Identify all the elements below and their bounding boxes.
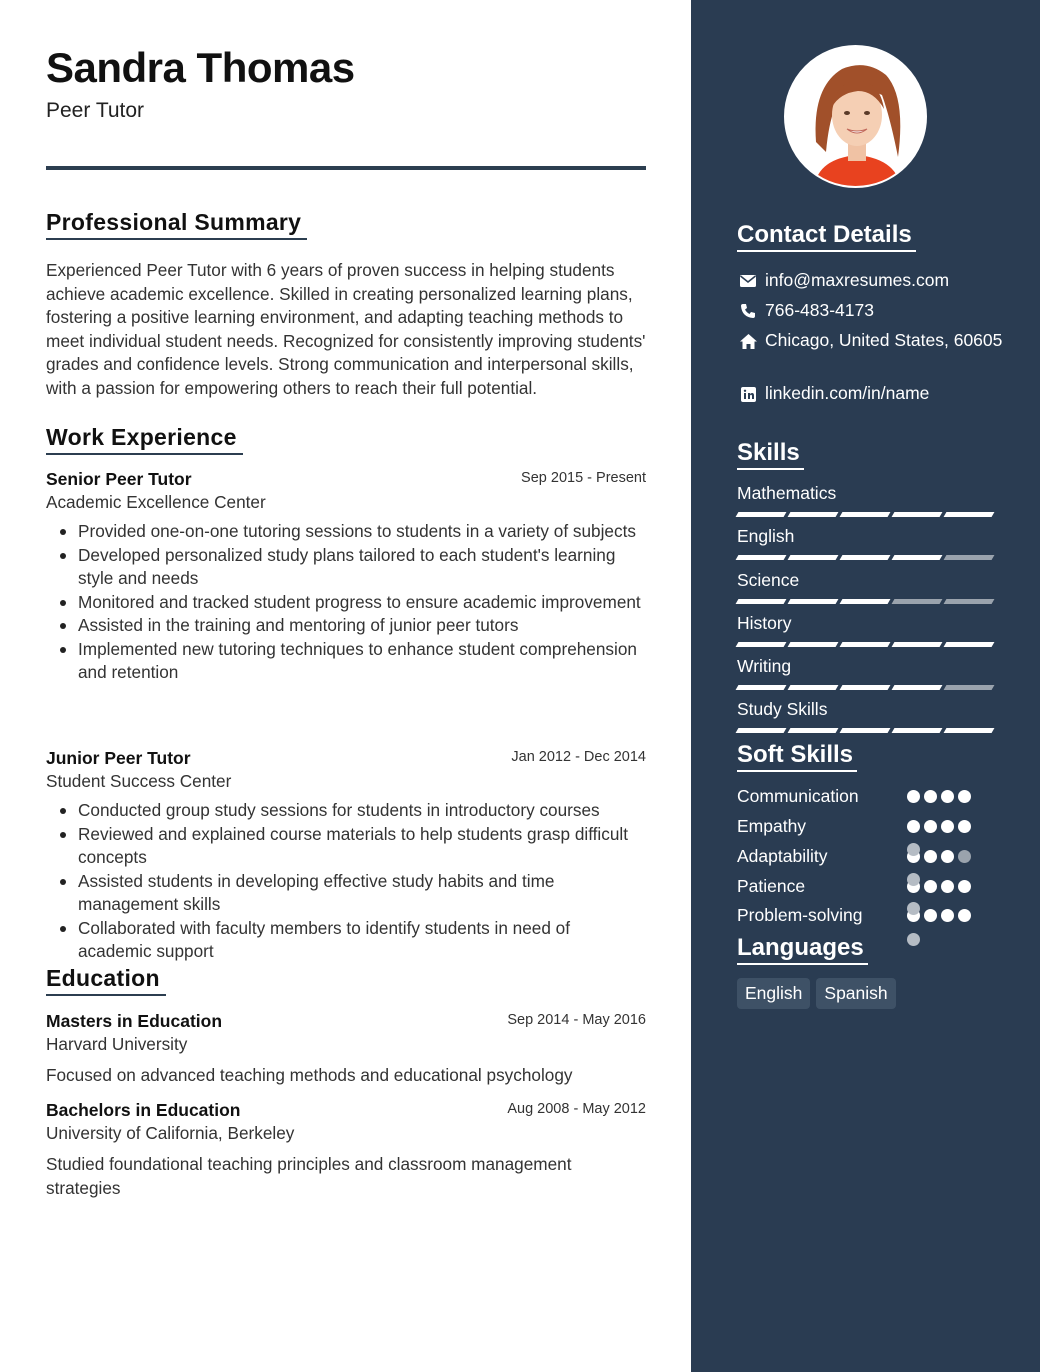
rating-dot <box>941 820 954 833</box>
skill-meter-segment <box>892 685 943 690</box>
skill-meter-segment <box>736 512 787 517</box>
skill-meter <box>737 685 997 690</box>
education-heading: Education <box>46 966 166 996</box>
skill-meter-segment <box>736 555 787 560</box>
rating-dot <box>941 909 954 922</box>
skill-meter <box>737 599 997 604</box>
skill-meter <box>737 728 997 733</box>
rating-dot <box>941 850 954 863</box>
skill-meter-segment <box>788 599 839 604</box>
summary-text: Experienced Peer Tutor with 6 years of proven success in helping students achieve academic excellence. Skilled in creating personalized learning plans, fostering a positive learning environment, and adapting teaching methods to meet individual student needs. Recognized for consistently improving students' grades and confidence levels. Strong communication and interpersonal skills, with a passion for empowering others to reach their full potential. <box>46 260 646 398</box>
education-date: Aug 2008 - May 2012 <box>507 1101 646 1117</box>
rating-dot-artifact <box>907 843 920 856</box>
list-item: Collaborated with faculty members to identify students in need of academic support <box>46 917 646 964</box>
languages-heading: Languages <box>737 935 868 965</box>
skill-meter-segment <box>788 642 839 647</box>
rating-dot <box>941 880 954 893</box>
phone-icon <box>737 300 759 322</box>
job-title: Junior Peer Tutor <box>46 748 191 768</box>
list-item: Implemented new tutoring techniques to enhance student comprehension and retention <box>46 638 646 685</box>
candidate-name: Sandra Thomas <box>46 44 355 91</box>
skill-meter-segment <box>944 512 995 517</box>
rating-dot <box>958 790 971 803</box>
education-date: Sep 2014 - May 2016 <box>507 1012 646 1028</box>
soft-skill-communication <box>737 784 987 808</box>
skill-mathematics <box>737 482 997 517</box>
soft-skill-empathy <box>737 814 987 838</box>
envelope-icon <box>737 270 759 292</box>
skill-history <box>737 612 997 647</box>
skill-meter <box>737 555 997 560</box>
list-item: Reviewed and explained course materials to help students grasp difficult concepts <box>46 823 646 870</box>
job-date: Jan 2012 - Dec 2014 <box>511 749 646 765</box>
language-tag-spanish: Spanish <box>816 978 895 1009</box>
profile-portrait <box>786 47 927 188</box>
skill-meter-segment <box>892 512 943 517</box>
education-description: Studied foundational teaching principles and classroom management strategies <box>46 1154 572 1198</box>
skill-meter-segment <box>944 642 995 647</box>
skill-meter-segment <box>892 728 943 733</box>
soft-skill-name: Communication <box>737 786 859 806</box>
linkedin-icon <box>737 383 759 405</box>
skill-meter-segment <box>788 512 839 517</box>
contact-linkedin[interactable] <box>737 382 1017 405</box>
contact-address <box>737 329 1017 352</box>
list-item: Developed personalized study plans tailored to each student's learning style and needs <box>46 544 646 591</box>
job-organization: Academic Excellence Center <box>46 492 266 512</box>
rating-dot <box>924 880 937 893</box>
education-description: Focused on advanced teaching methods and educational psychology <box>46 1065 573 1085</box>
job-entry <box>46 467 646 685</box>
linkedin-text: linkedin.com/in/name <box>765 383 930 403</box>
skill-meter-segment <box>736 728 787 733</box>
skill-meter <box>737 512 997 517</box>
skill-meter-segment <box>840 599 891 604</box>
list-item: Assisted in the training and mentoring of junior peer tutors <box>46 614 646 638</box>
list-item: Provided one-on-one tutoring sessions to students in a variety of subjects <box>46 520 646 544</box>
skill-name: Mathematics <box>737 483 837 503</box>
skill-name: English <box>737 526 795 546</box>
contact-phone[interactable] <box>737 299 1017 322</box>
email-text: info@maxresumes.com <box>765 270 950 290</box>
education-entry <box>46 1098 646 1200</box>
language-tag-english: English <box>737 978 810 1009</box>
job-entry <box>46 746 646 964</box>
rating-dot <box>958 850 971 863</box>
profile-photo <box>784 45 927 188</box>
header-divider <box>46 166 646 170</box>
soft-skill-adaptability <box>737 844 987 868</box>
rating-dot <box>958 880 971 893</box>
soft-skill-problem-solving <box>737 903 987 927</box>
skill-meter-segment <box>736 642 787 647</box>
soft-skill-patience <box>737 874 987 898</box>
address-text: Chicago, United States, 60605 <box>765 330 1003 350</box>
contact-email[interactable] <box>737 269 1017 292</box>
experience-heading: Work Experience <box>46 425 243 455</box>
skill-meter-segment <box>944 728 995 733</box>
soft-skills-heading: Soft Skills <box>737 742 857 772</box>
rating-dot-artifact <box>907 933 920 946</box>
skill-meter-segment <box>840 728 891 733</box>
soft-skill-rating <box>907 790 971 803</box>
skill-meter <box>737 642 997 647</box>
contact-heading: Contact Details <box>737 222 916 252</box>
school: University of California, Berkeley <box>46 1123 295 1143</box>
skill-meter-segment <box>892 642 943 647</box>
rating-dot <box>958 909 971 922</box>
skill-study-skills <box>737 698 997 733</box>
job-bullets <box>46 520 646 685</box>
skill-meter-segment <box>892 599 943 604</box>
skill-meter-segment <box>840 555 891 560</box>
language-list <box>737 978 896 1009</box>
skill-name: History <box>737 613 792 633</box>
skill-meter-segment <box>840 512 891 517</box>
degree: Bachelors in Education <box>46 1100 241 1120</box>
skill-meter-segment <box>840 642 891 647</box>
soft-skill-name: Problem-solving <box>737 905 863 925</box>
sidebar <box>691 0 1040 1372</box>
skill-writing <box>737 655 997 690</box>
job-bullets <box>46 799 646 964</box>
list-item: Assisted students in developing effective study habits and time management skills <box>46 870 646 917</box>
skill-meter-segment <box>736 599 787 604</box>
candidate-title: Peer Tutor <box>46 99 145 122</box>
skills-heading: Skills <box>737 440 804 470</box>
soft-skill-name: Empathy <box>737 816 807 836</box>
skill-meter-segment <box>944 685 995 690</box>
rating-dot <box>907 790 920 803</box>
job-organization: Student Success Center <box>46 771 232 791</box>
skill-meter-segment <box>788 685 839 690</box>
skill-meter-segment <box>892 555 943 560</box>
skill-name: Study Skills <box>737 699 828 719</box>
rating-dot <box>907 820 920 833</box>
rating-dot <box>924 820 937 833</box>
skill-name: Writing <box>737 656 792 676</box>
skill-meter-segment <box>736 685 787 690</box>
skill-meter-segment <box>944 599 995 604</box>
job-title: Senior Peer Tutor <box>46 469 192 489</box>
education-entry <box>46 1009 646 1087</box>
skill-meter-segment <box>788 555 839 560</box>
rating-dot <box>924 850 937 863</box>
home-icon <box>737 330 759 352</box>
list-item: Monitored and tracked student progress to ensure academic improvement <box>46 591 646 615</box>
soft-skill-rating <box>907 820 971 833</box>
rating-dot-artifact <box>907 902 920 915</box>
degree: Masters in Education <box>46 1011 223 1031</box>
rating-dot <box>924 909 937 922</box>
job-date: Sep 2015 - Present <box>521 470 646 486</box>
skill-science <box>737 569 997 604</box>
list-item: Conducted group study sessions for students in introductory courses <box>46 799 646 823</box>
soft-skill-name: Adaptability <box>737 846 828 866</box>
skill-name: Science <box>737 570 800 590</box>
rating-dot <box>958 820 971 833</box>
rating-dot <box>941 790 954 803</box>
skill-english <box>737 525 997 560</box>
summary-heading: Professional Summary <box>46 210 307 240</box>
skill-meter-segment <box>788 728 839 733</box>
school: Harvard University <box>46 1034 188 1054</box>
soft-skill-name: Patience <box>737 876 806 896</box>
phone-text: 766-483-4173 <box>765 300 874 320</box>
rating-dot <box>924 790 937 803</box>
skill-meter-segment <box>840 685 891 690</box>
skill-meter-segment <box>944 555 995 560</box>
rating-dot-artifact <box>907 873 920 886</box>
